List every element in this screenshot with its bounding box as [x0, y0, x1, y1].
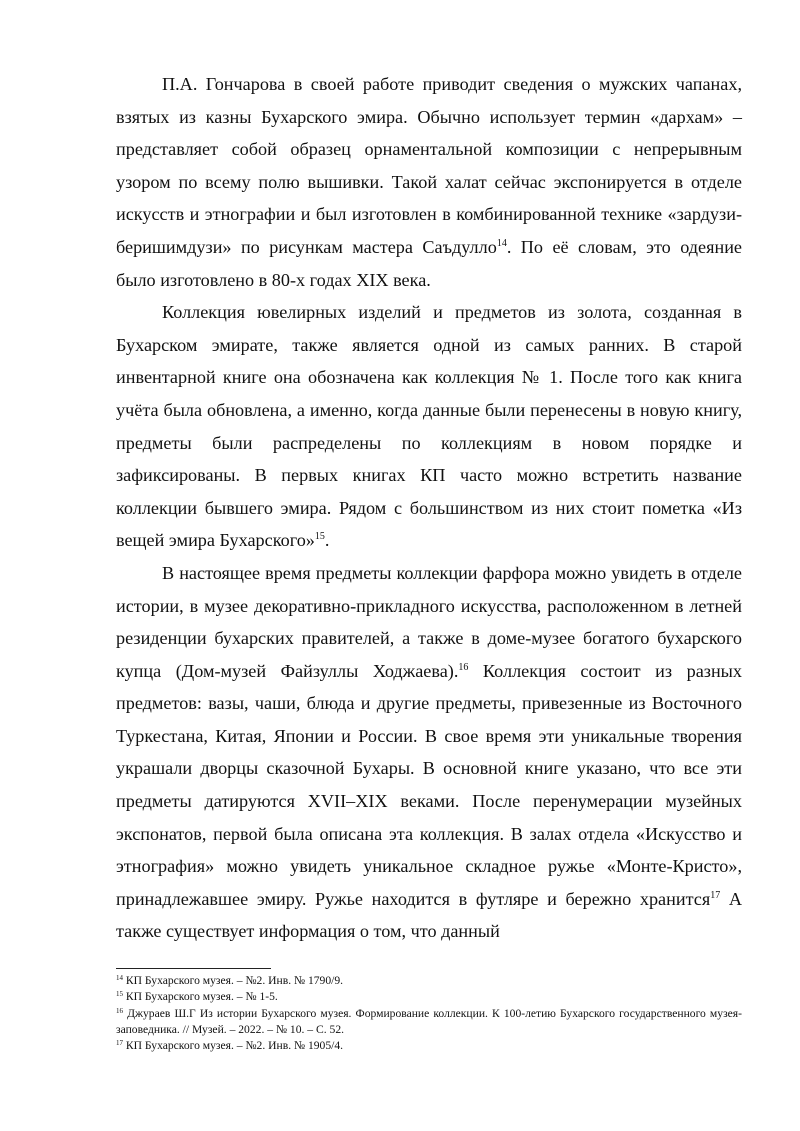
footnote-separator — [116, 968, 271, 969]
paragraph-jewelry — [116, 296, 742, 557]
text-segment: Коллекция ювелирных изделий и предметов из золота, созданная в Бухарском эмирате, также является одной из самых ранних. В старой инвентарной книге она обозначена как коллекция № 1. После того как книга учёта была обновлена, а именно, когда данные были перенесены в новую книгу, предметы были распределены по коллекциям в новом порядке и зафиксированы. В первых книгах КП часто можно встретить название коллекции бывшего эмира. Рядом с большинством из них стоит пометка «Из вещей эмира Бухарского» — [116, 302, 742, 551]
text-segment: . По её словам, это одеяние было изготовлено в 80-х годах XIX века. — [116, 236, 743, 290]
text-segment: В настоящее время предметы коллекции фарфора можно увидеть в отделе истории, в музее декоративно-прикладного искусства, расположенном в летней резиденции бухарских правителей, а также в доме-музее богатого бухарского купца (Дом-музей Файзуллы Ходжаева). — [116, 562, 742, 681]
paragraph-chapan — [116, 68, 742, 296]
footnote-number: 17 — [116, 1039, 123, 1048]
footnote-17 — [116, 1038, 742, 1054]
body-text — [116, 68, 742, 948]
text-segment: Коллекция состоит из разных предметов: вазы, чаши, блюда и другие предметы, привезенные из Восточного Туркестана, Китая, Японии и России. В свое время эти уникальные творения украшали дворцы сказочной Бухары. В основной книге указано, что все эти предметы датируются XVII–XIX веками. После перенумерации музейных экспонатов, первой была описана эта коллекция. В залах отдела «Искусство и этнография» можно увидеть уникальное складное ружье «Монте-Кристо», принадлежавшее эмиру. Ружье находится в футляре и бережно хранится — [116, 660, 742, 909]
paragraph-porcelain — [116, 557, 742, 948]
footnote-15 — [116, 989, 742, 1005]
footnote-number: 14 — [116, 974, 123, 982]
footnote-ref-17[interactable]: 17 — [710, 889, 721, 901]
text-segment: А также существует информация о том, что данный — [116, 888, 742, 942]
footnote-text: Джураев Ш.Г Из истории Бухарского музея. Формирование коллекции. К 100-летию Бухарского государственного музея-заповедника. // Музей. – 2022. – № 10. – С. 52. — [116, 1006, 742, 1036]
footnote-text: КП Бухарского музея. – №2. Инв. № 1905/4. — [123, 1039, 344, 1053]
footnote-16 — [116, 1006, 742, 1039]
text-segment: П.А. Гончарова в своей работе приводит сведения о мужских чапанах, взятых из казны Бухарского эмира. Обычно использует термин «дархам» – представляет собой образец орнаментальной композиции с непрерывным узором по всему полю вышивки. Такой халат сейчас экспонируется в отделе искусств и этнографии и был изготовлен в комбинированной технике «зардузи-беришимдузи» по рисункам мастера Саъдулло — [116, 74, 742, 257]
footnote-text: КП Бухарского музея. – №2. Инв. № 1790/9. — [123, 974, 344, 987]
footnote-number: 16 — [116, 1006, 123, 1015]
footnote-text: КП Бухарского музея. – № 1-5. — [123, 990, 278, 1004]
footnotes — [116, 973, 742, 1054]
text-segment: . — [324, 530, 330, 551]
footnote-number: 15 — [116, 990, 123, 999]
footnote-14 — [116, 973, 742, 989]
footnote-ref-14[interactable]: 14 — [496, 237, 507, 249]
footnote-ref-16[interactable]: 16 — [458, 661, 469, 673]
footnote-ref-15[interactable]: 15 — [314, 531, 325, 543]
